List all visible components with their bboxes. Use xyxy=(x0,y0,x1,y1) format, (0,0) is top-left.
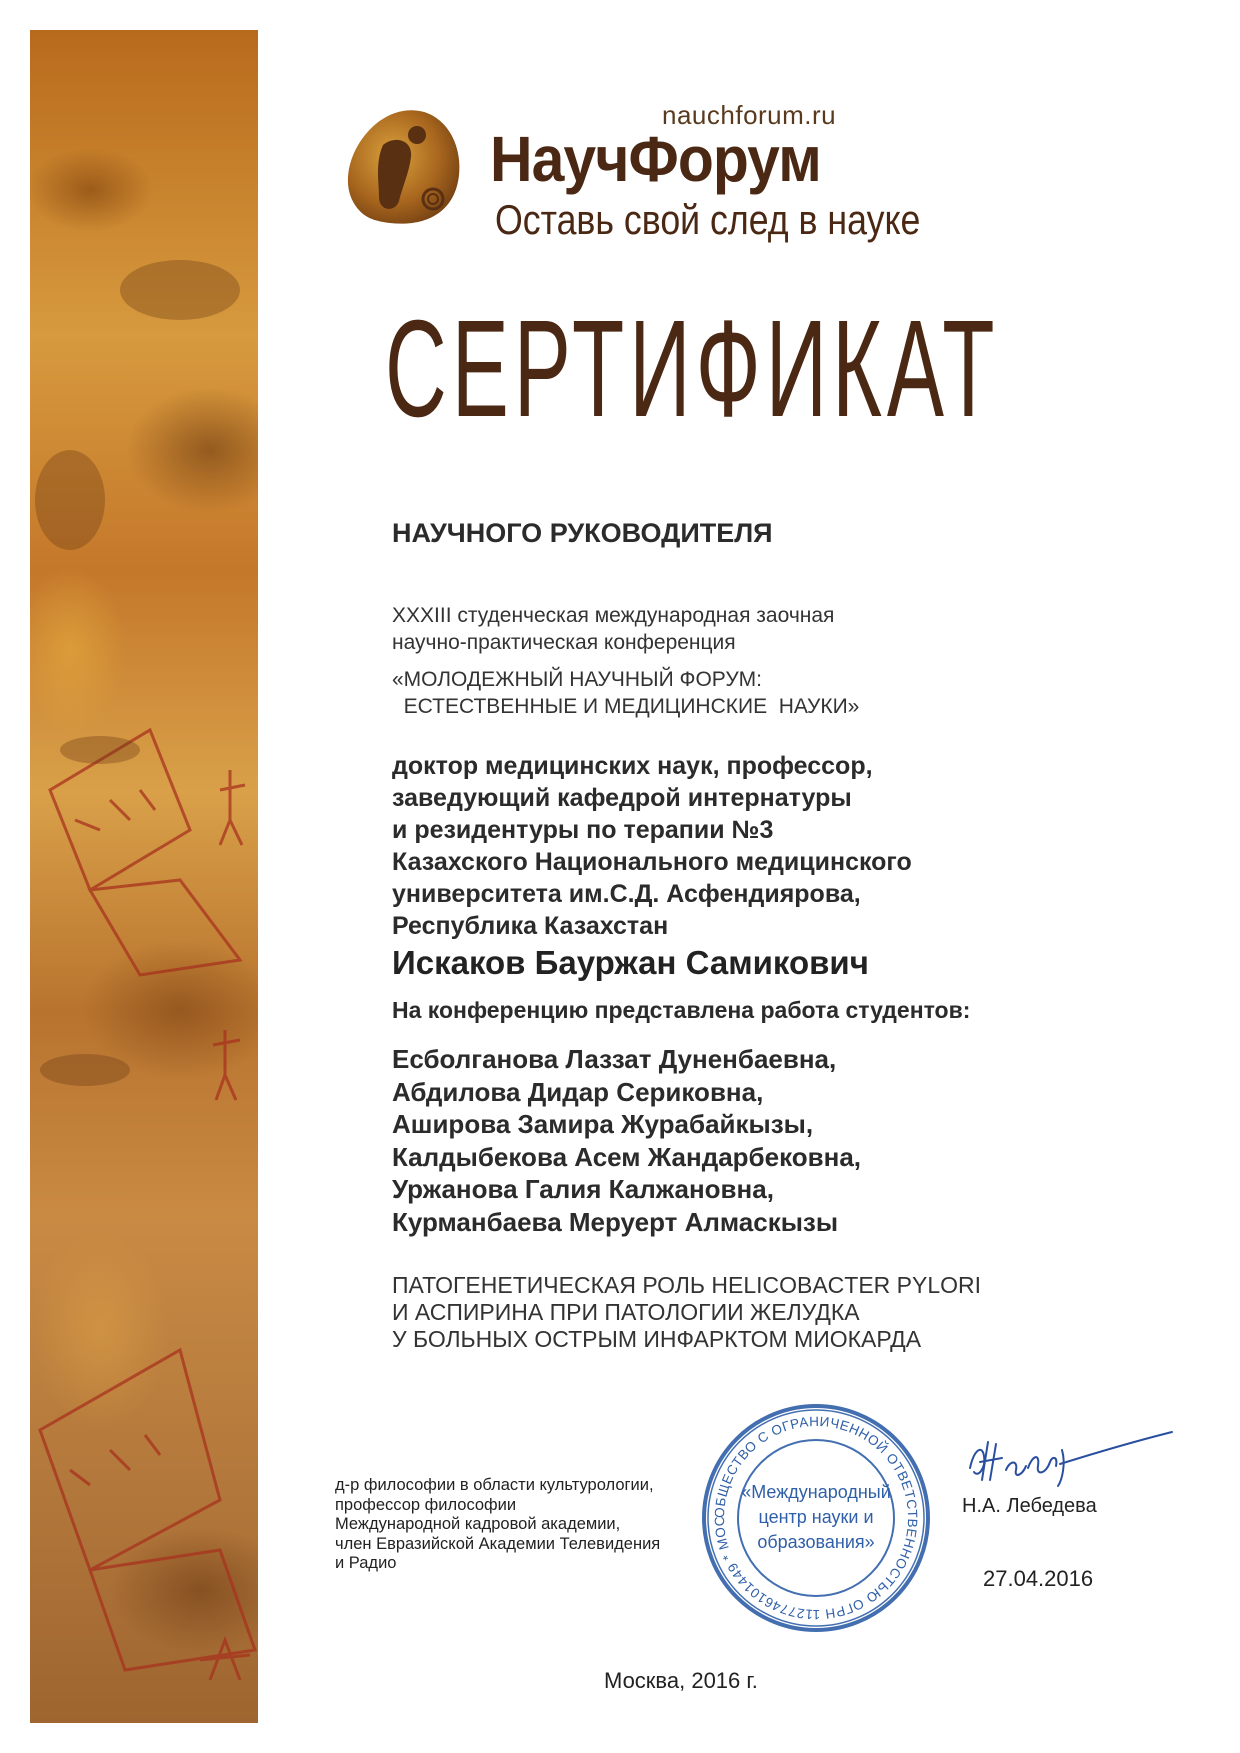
stamp-center-line: «Международный xyxy=(741,1482,891,1502)
student-name: Аширова Замира Журабайкызы, xyxy=(392,1109,814,1139)
student-name: Уржанова Галия Калжановна, xyxy=(392,1174,774,1204)
rock-art-drawings xyxy=(30,30,258,1723)
signer-credential-line: профессор философии xyxy=(335,1495,517,1514)
credential-line: Республика Казахстан xyxy=(392,912,669,940)
signer-credentials xyxy=(335,1476,660,1574)
certificate-title: СЕРТИФИКАТ xyxy=(385,292,1000,446)
place-and-year: Москва, 2016 г. xyxy=(604,1668,758,1693)
site-url: nauchforum.ru xyxy=(662,100,837,130)
footprint-stone-logo-icon xyxy=(335,105,465,230)
students-list xyxy=(392,1043,861,1238)
conference-name-line: «МОЛОДЕЖНЫЙ НАУЧНЫЙ ФОРУМ: xyxy=(392,668,763,691)
credential-line: и резидентуры по терапии №3 xyxy=(392,816,774,844)
topic-line: ПАТОГЕНЕТИЧЕСКАЯ РОЛЬ HELICOBACTER PYLORI xyxy=(392,1272,982,1298)
stamp-center-line: центр науки и xyxy=(758,1507,874,1527)
signer-credential-line: и Радио xyxy=(335,1554,397,1572)
stamp-center-line: образования» xyxy=(757,1532,875,1552)
conference-line: научно-практическая конференция xyxy=(392,631,736,654)
signer-name: Н.А. Лебедева xyxy=(962,1495,1097,1517)
topic-line: И АСПИРИНА ПРИ ПАТОЛОГИИ ЖЕЛУДКА xyxy=(392,1299,860,1325)
recipient-role: НАУЧНОГО РУКОВОДИТЕЛЯ xyxy=(392,518,773,548)
round-seal-stamp xyxy=(700,1402,932,1634)
brand-name: НаучФорум xyxy=(490,123,821,195)
credential-line: заведующий кафедрой интернатуры xyxy=(392,784,852,812)
stamp-ring-text: ОБЩЕСТВО С ОГРАНИЧЕННОЙ ОТВЕТСТВЕННОСТЬЮ ОГРН 1127746101449 * МОС xyxy=(711,1413,921,1623)
signer-credential-line: д-р философии в области культурологии, xyxy=(335,1476,654,1494)
recipient-credentials xyxy=(392,750,912,942)
recipient-name: Искаков Бауржан Самикович xyxy=(392,944,869,981)
brand-slogan: Оставь свой след в науке xyxy=(495,196,921,243)
signer-credential-line: член Евразийской Академии Телевидения xyxy=(335,1534,661,1553)
student-name: Калдыбекова Асем Жандарбековна, xyxy=(392,1141,862,1172)
decorative-rock-art-strip xyxy=(30,30,258,1723)
credential-line: университета им.С.Д. Асфендиярова, xyxy=(392,880,861,908)
conference-name-line: ЕСТЕСТВЕННЫЕ И МЕДИЦИНСКИЕ НАУКИ» xyxy=(392,695,860,718)
handwritten-signature xyxy=(962,1420,1182,1500)
student-name: Абдилова Дидар Сериковна, xyxy=(392,1076,764,1107)
work-topic xyxy=(392,1272,981,1353)
signer-credential-line: Международной кадровой академии, xyxy=(335,1515,621,1533)
topic-line: У БОЛЬНЫХ ОСТРЫМ ИНФАРКТОМ МИОКАРДА xyxy=(392,1326,922,1352)
students-intro: На конференцию представлена работа студентов: xyxy=(392,997,971,1023)
student-name: Есболганова Лаззат Дуненбаевна, xyxy=(392,1044,837,1074)
credential-line: доктор медицинских наук, профессор, xyxy=(392,752,873,780)
conference-line: XXXIII студенческая международная заочная xyxy=(392,604,835,627)
student-name: Курманбаева Меруерт Алмаскызы xyxy=(392,1206,839,1237)
credential-line: Казахского Национального медицинского xyxy=(392,848,912,876)
issue-date: 27.04.2016 xyxy=(983,1566,1094,1591)
